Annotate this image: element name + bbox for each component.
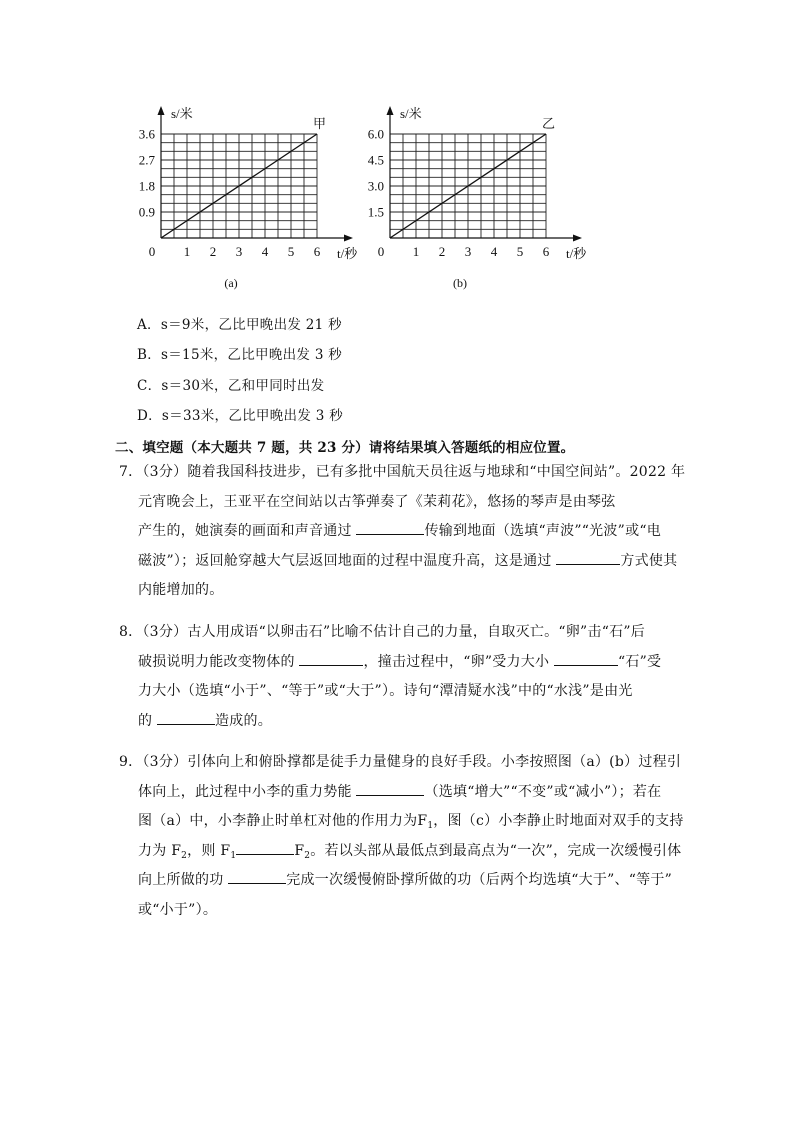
q8-text: 造成的。 xyxy=(214,712,272,729)
x-axis-label: t/秒 xyxy=(337,246,358,261)
series-label: 甲 xyxy=(313,116,327,131)
x-axis-arrow xyxy=(344,235,353,242)
option-d[interactable]: D．s＝33米，乙比甲晚出发 3 秒 xyxy=(137,408,344,424)
y-tick-label: 1.8 xyxy=(138,178,155,194)
q9-text: 。若以头部从最低点到最高点为“一次”，完成一次缓慢引体 xyxy=(310,842,682,859)
option-c[interactable]: C．s＝30米，乙和甲同时出发 xyxy=(137,378,325,394)
q7-blank-3[interactable] xyxy=(556,549,620,565)
q7-text: 磁波”）；返回舱穿越大气层返回地面的过程中温度升高，这是通过 xyxy=(138,552,557,569)
q8-blank-2[interactable] xyxy=(554,650,618,666)
y-axis-label: s/米 xyxy=(171,106,193,121)
x-tick-label: 6 xyxy=(542,244,550,259)
q8-text: 破损说明力能改变物体的 xyxy=(138,653,300,670)
y-axis-arrow xyxy=(387,106,394,115)
subscript: 2 xyxy=(304,850,311,861)
x-tick-label: 3 xyxy=(464,244,472,259)
y-tick-label: 1.5 xyxy=(367,204,384,220)
x-tick-label: 0 xyxy=(148,244,156,259)
x-tick-label: 0 xyxy=(377,244,385,259)
y-axis-label: s/米 xyxy=(400,106,422,121)
y-tick-label: 6.0 xyxy=(367,126,384,142)
y-tick-label: 3.6 xyxy=(138,126,155,142)
question-8 xyxy=(119,618,689,736)
q7-line-3 xyxy=(119,517,689,547)
q7-line-1: 7．（3分）随着我国科技进步，已有多批中国航天员往返与地球和“中国空间站”。2022 年 xyxy=(119,464,686,480)
q9-text: （选填“增大”“不变”或“减小”）；若在 xyxy=(424,783,662,800)
x-tick-label: 4 xyxy=(490,244,498,259)
q7-text: 方式使其 xyxy=(620,552,678,569)
x-tick-label: 6 xyxy=(313,244,321,259)
question-9 xyxy=(119,748,689,926)
x-axis-label: t/秒 xyxy=(566,246,587,261)
q9-line-5 xyxy=(119,866,689,896)
q9-text: 体向上，此过程中小李的重力势能 xyxy=(138,783,357,800)
graph-a xyxy=(128,98,358,298)
y-tick-label: 3.0 xyxy=(367,178,384,194)
x-tick-label: 3 xyxy=(235,244,243,259)
q8-line-4 xyxy=(119,707,689,737)
q9-text: 力为 F xyxy=(138,842,182,859)
q8-text: 的 xyxy=(138,712,157,729)
option-b[interactable]: B．s＝15米，乙比甲晚出发 3 秒 xyxy=(137,347,343,363)
option-a[interactable]: A．s＝9米，乙比甲晚出发 21 秒 xyxy=(137,317,342,333)
series-label: 乙 xyxy=(542,116,556,131)
q8-line-2 xyxy=(119,648,689,678)
subscript: 1 xyxy=(427,821,434,832)
q7-text: 产生的，她演奏的画面和声音通过 xyxy=(138,523,357,540)
figure-caption: (b) xyxy=(453,276,467,290)
subscript: 1 xyxy=(230,850,237,861)
q8-blank-1[interactable] xyxy=(299,650,363,666)
q7-line-4 xyxy=(119,547,689,577)
q7-line-5: 内能增加的。 xyxy=(138,582,224,599)
q9-text: ，图（c）小李静止时地面对双手的支持 xyxy=(433,813,684,830)
y-tick-label: 4.5 xyxy=(367,152,384,168)
graph-b-svg xyxy=(358,98,598,298)
x-axis-arrow xyxy=(573,235,582,242)
q9-blank-1[interactable] xyxy=(356,780,424,796)
q8-line-1: 8．（3分）古人用成语“以卵击石”比喻不估计自己的力量，自取灭亡。“卵”击“石”后 xyxy=(119,624,646,640)
x-tick-label: 4 xyxy=(261,244,269,259)
q9-line-2 xyxy=(119,778,689,808)
q7-text: 传输到地面（选填“声波”“光波”或“电 xyxy=(424,523,661,540)
q8-text: “石”受 xyxy=(617,653,662,670)
x-tick-label: 5 xyxy=(287,244,295,259)
q9-line-1: 9．（3分）引体向上和俯卧撑都是徒手力量健身的良好手段。小李按照图（a）(b）过程引 xyxy=(119,754,682,770)
x-tick-label: 5 xyxy=(516,244,524,259)
figure-caption: (a) xyxy=(224,276,238,290)
x-tick-label: 2 xyxy=(209,244,217,259)
question-7 xyxy=(119,458,689,606)
q8-line-3: 力大小（选填“小于”、“等于”或“大于”）。诗句“潭清疑水浅”中的“水浅”是由光 xyxy=(138,683,633,700)
q8-text: ，撞击过程中，“卵”受力大小 xyxy=(363,653,554,670)
section-title: 二、填空题（本大题共 7 题，共 23 分）请将结果填入答题纸的相应位置。 xyxy=(115,440,575,456)
q9-text: 向上所做的功 xyxy=(138,872,229,889)
q9-line-4 xyxy=(119,837,689,867)
y-axis-arrow xyxy=(158,106,165,115)
q9-text: ，则 F xyxy=(187,842,231,859)
y-tick-label: 2.7 xyxy=(138,152,155,168)
q9-text: F xyxy=(294,842,305,859)
x-tick-label: 2 xyxy=(438,244,446,259)
q9-blank-3[interactable] xyxy=(228,868,286,884)
x-tick-label: 1 xyxy=(183,244,191,259)
q7-text: 元宵晚会上，王亚平在空间站以古筝弹奏了《茉莉花》，悠扬的琴声是由琴弦 xyxy=(138,493,616,510)
q7-line-2 xyxy=(119,488,689,518)
graph-b xyxy=(358,98,598,298)
q9-text: 图（a）中，小李静止时单杠对他的作用力为F xyxy=(138,813,428,830)
q9-line-3 xyxy=(119,807,689,837)
q9-blank-2[interactable] xyxy=(236,839,294,855)
q9-line-6: 或“小于”）。 xyxy=(138,901,218,918)
y-tick-label: 0.9 xyxy=(138,204,155,220)
q7-blank-2[interactable] xyxy=(356,519,424,535)
graph-a-svg xyxy=(128,98,358,298)
x-tick-label: 1 xyxy=(412,244,420,259)
q9-text: 完成一次缓慢俯卧撑所做的功（后两个均选填“大于”、“等于” xyxy=(286,872,673,889)
subscript: 2 xyxy=(181,850,188,861)
q8-blank-3[interactable] xyxy=(157,709,215,725)
